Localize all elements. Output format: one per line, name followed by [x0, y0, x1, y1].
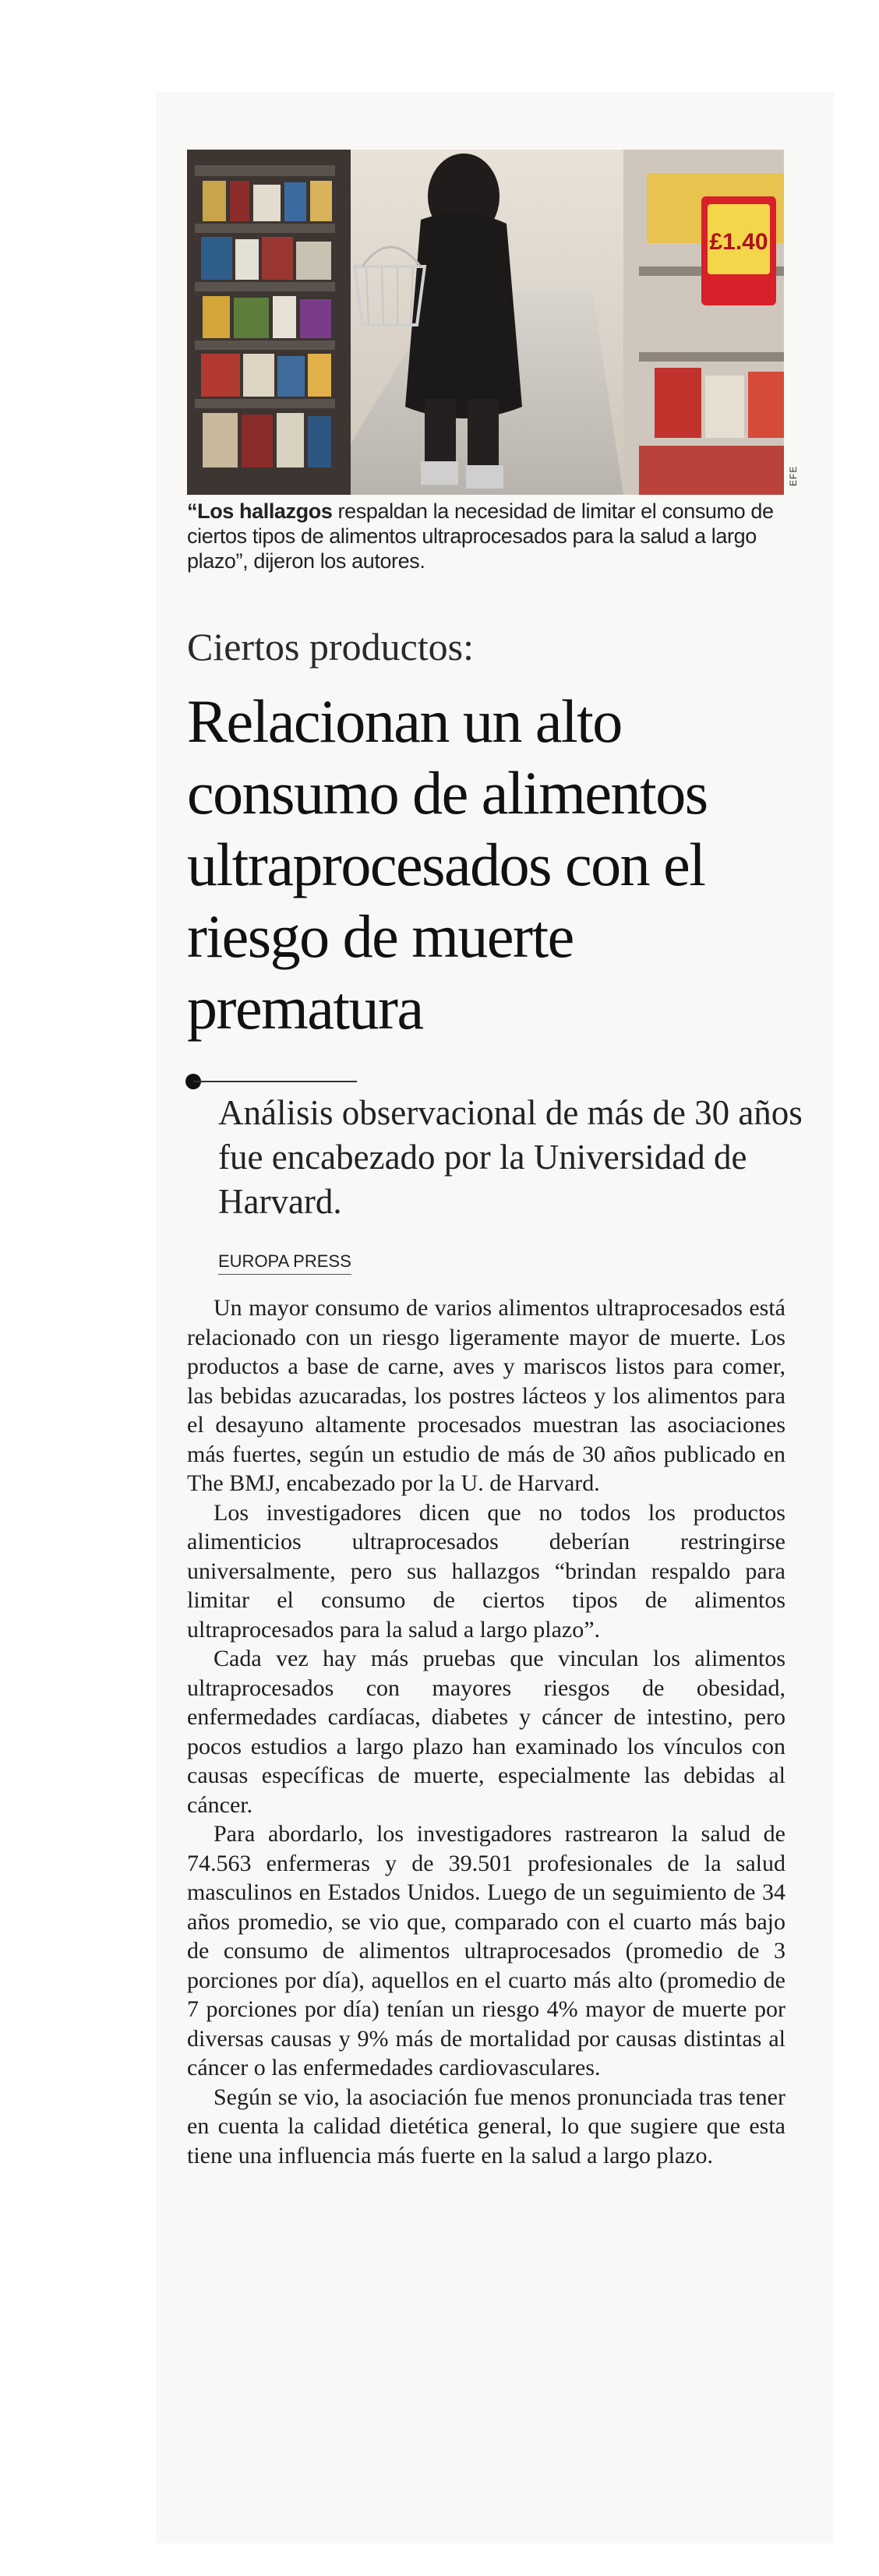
body-paragraph: Para abordarlo, los investigadores rastrearon la salud de 74.563 enfermeras y de 39.501 profesionales de la salud masculinos en Estados Unidos. Luego de un seguimiento de 34 años promedio, se vio que, comparado con el cuarto más bajo de consumo de alimentos ultraprocesados (promedio de 3 porciones por día), aquellos en el cuarto más alto (promedio de 7 porciones por día) tenían un riesgo 4% mayor de muerte por diversas causas y 9% más de mortalidad por causas distintas al cáncer o las enfermedades cardiovasculares.: [187, 1821, 785, 2080]
photo-caption: [187, 499, 795, 573]
body-paragraph: Cada vez hay más pruebas que vinculan los alimentos ultraprocesados con mayores riesgos de obesidad, enfermedades cardíacas, diabetes y cáncer de intestino, pero pocos estudios a largo plazo han examinado los vínculos con causas específicas de muerte, especialmente las debidas al cáncer.: [187, 1646, 785, 1818]
byline: EUROPA PRESS: [218, 1251, 351, 1275]
article-body: [187, 1293, 785, 2170]
price-tag-text: £1.40: [709, 229, 768, 255]
caption-text: respaldan la necesidad de limitar el consumo de ciertos tipos de alimentos ultraprocesados para la salud a largo plazo”, dijeron los autores.: [187, 499, 774, 573]
body-paragraph: Según se vio, la asociación fue menos pronunciada tras tener en cuenta la calidad dietética general, lo que sugiere que esta tiene una influencia más fuerte en la salud a largo plazo.: [187, 2084, 785, 2168]
rule-line: [193, 1081, 357, 1082]
article-headline: Relacionan un alto consumo de alimentos ultraprocesados con el riesgo de muerte prematura: [187, 687, 708, 1042]
photo-credit: EFE: [788, 465, 799, 486]
body-paragraph: Los investigadores dicen que no todos los productos alimenticios ultraprocesados deberían restringirse universalmente, pero sus hallazgos “brindan respaldo para limitar el consumo de ciertos tipos de alimentos ultraprocesados para la salud a largo plazo”.: [187, 1499, 785, 1643]
caption-lead: “Los hallazgos: [187, 499, 333, 523]
article-deck: Análisis observacional de más de 30 años fue encabezado por la Universidad de Harvard.: [218, 1093, 803, 1221]
article-kicker: Ciertos productos:: [187, 625, 475, 669]
body-paragraph: Un mayor consumo de varios alimentos ultraprocesados está relacionado con un riesgo ligeramente mayor de muerte. Los productos a base de carne, aves y mariscos listos para comer, las bebidas azucaradas, los postres lácteos y los alimentos para el desayuno altamente procesados muestran las asociaciones más fuertes, según un estudio de más de 30 años publicado en The BMJ, encabezado por la U. de Harvard.: [187, 1295, 785, 1496]
supermarket-photo: [187, 150, 784, 495]
